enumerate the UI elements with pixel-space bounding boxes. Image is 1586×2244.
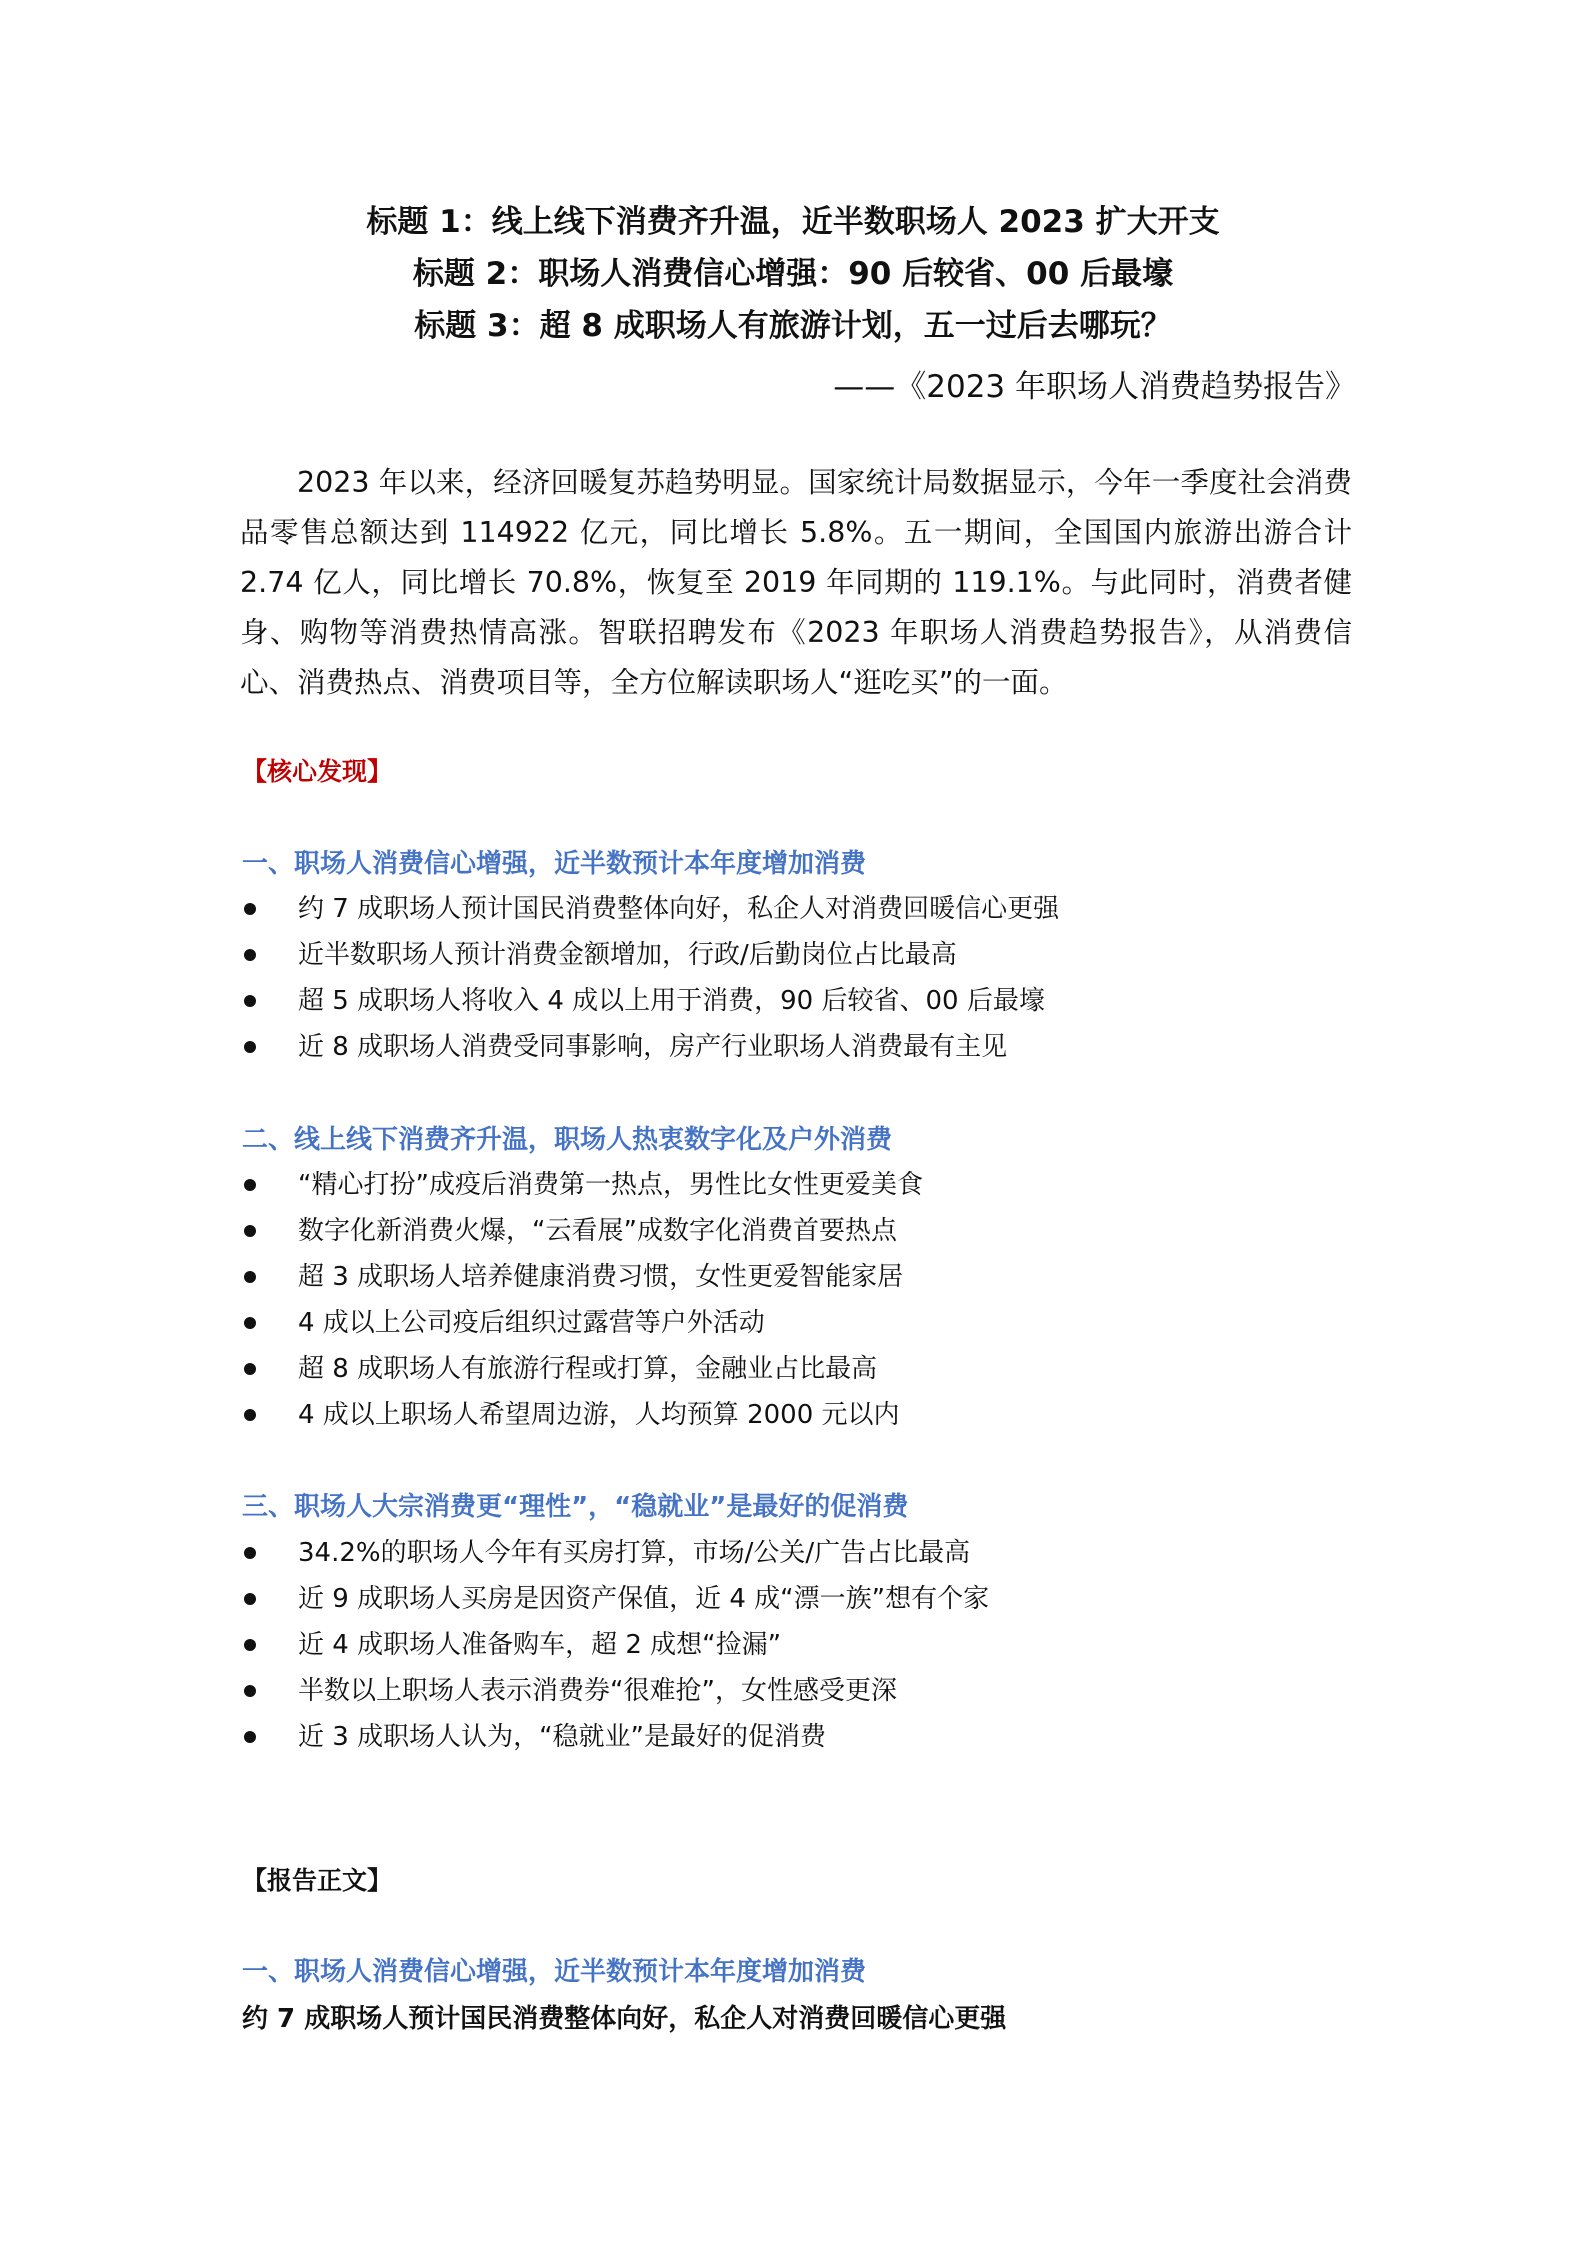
bullet-dot-icon xyxy=(244,949,256,961)
bullet-dot-icon xyxy=(244,1363,256,1375)
bullet-dot-icon xyxy=(244,1317,256,1329)
list-item: 近 9 成职场人买房是因资产保值，近 4 成“漂一族”想有个家 xyxy=(242,1576,989,1622)
intro-text: 2023 年以来，经济回暖复苏趋势明显。国家统计局数据显示，今年一季度社会消费品零售总额达到 114922 亿元，同比增长 5.8%。五一期间，全国国内旅游出游合计 2.74 亿人，同比增长 70.8%，恢复至 2019 年同期的 119.1%。与此同时，消费者健身、购物等消费热情高涨。智联招聘发布《2023 年职场人消费趋势报告》，从消费信心、消费热点、消费项目等，全方位解读职场人“逛吃买”的一面。 xyxy=(240,466,1352,699)
bullet-dot-icon xyxy=(244,1593,256,1605)
bullet-dot-icon xyxy=(244,1731,256,1743)
bullet-dot-icon xyxy=(244,1271,256,1283)
intro-paragraph xyxy=(240,458,1352,708)
title-3: 标题 3：超 8 成职场人有旅游计划，五一过后去哪玩？ xyxy=(414,308,1172,344)
section-2-bullet-list xyxy=(242,1162,923,1438)
title-block xyxy=(0,196,1586,352)
list-item: 约 7 成职场人预计国民消费整体向好，私企人对消费回暖信心更强 xyxy=(242,886,1059,932)
list-item: 34.2%的职场人今年有买房打算，市场/公关/广告占比最高 xyxy=(242,1530,989,1576)
bullet-dot-icon xyxy=(244,1685,256,1697)
list-item: 近 4 成职场人准备购车，超 2 成想“捡漏” xyxy=(242,1622,989,1668)
section-1-heading: 一、职场人消费信心增强，近半数预计本年度增加消费 xyxy=(242,849,867,879)
report-source: ——《2023 年职场人消费趋势报告》 xyxy=(833,369,1356,405)
bullet-dot-icon xyxy=(244,903,256,915)
bullet-dot-icon xyxy=(244,1179,256,1191)
list-item: 近 8 成职场人消费受同事影响，房产行业职场人消费最有主见 xyxy=(242,1024,1059,1070)
list-item: 半数以上职场人表示消费券“很难抢”，女性感受更深 xyxy=(242,1668,989,1714)
list-item: 近 3 成职场人认为，“稳就业”是最好的促消费 xyxy=(242,1714,989,1760)
section-2-heading: 二、线上线下消费齐升温，职场人热衷数字化及户外消费 xyxy=(242,1125,893,1155)
section-3-bullet-list xyxy=(242,1530,989,1760)
key-findings-label: 【核心发现】 xyxy=(242,757,393,786)
list-item: 超 3 成职场人培养健康消费习惯，女性更爱智能家居 xyxy=(242,1254,923,1300)
section-3-heading: 三、职场人大宗消费更“理性”，“稳就业”是最好的促消费 xyxy=(242,1492,909,1522)
report-section-1-heading: 一、职场人消费信心增强，近半数预计本年度增加消费 xyxy=(242,1957,867,1987)
list-item: 4 成以上公司疫后组织过露营等户外活动 xyxy=(242,1300,923,1346)
bullet-dot-icon xyxy=(244,995,256,1007)
bullet-dot-icon xyxy=(244,1547,256,1559)
list-item: 超 8 成职场人有旅游行程或打算，金融业占比最高 xyxy=(242,1346,923,1392)
list-item: “精心打扮”成疫后消费第一热点，男性比女性更爱美食 xyxy=(242,1162,923,1208)
bullet-dot-icon xyxy=(244,1225,256,1237)
bullet-dot-icon xyxy=(244,1639,256,1651)
title-1: 标题 1：线上线下消费齐升温，近半数职场人 2023 扩大开支 xyxy=(366,204,1220,240)
bullet-dot-icon xyxy=(244,1409,256,1421)
list-item: 4 成以上职场人希望周边游，人均预算 2000 元以内 xyxy=(242,1392,923,1438)
list-item: 近半数职场人预计消费金额增加，行政/后勤岗位占比最高 xyxy=(242,932,1059,978)
report-sub-heading: 约 7 成职场人预计国民消费整体向好，私企人对消费回暖信心更强 xyxy=(242,2004,1007,2034)
bullet-dot-icon xyxy=(244,1041,256,1053)
report-body-label: 【报告正文】 xyxy=(242,1866,393,1895)
section-1-bullet-list xyxy=(242,886,1059,1070)
title-2: 标题 2：职场人消费信心增强：90 后较省、00 后最壕 xyxy=(412,256,1174,292)
list-item: 超 5 成职场人将收入 4 成以上用于消费，90 后较省、00 后最壕 xyxy=(242,978,1059,1024)
list-item: 数字化新消费火爆，“云看展”成数字化消费首要热点 xyxy=(242,1208,923,1254)
